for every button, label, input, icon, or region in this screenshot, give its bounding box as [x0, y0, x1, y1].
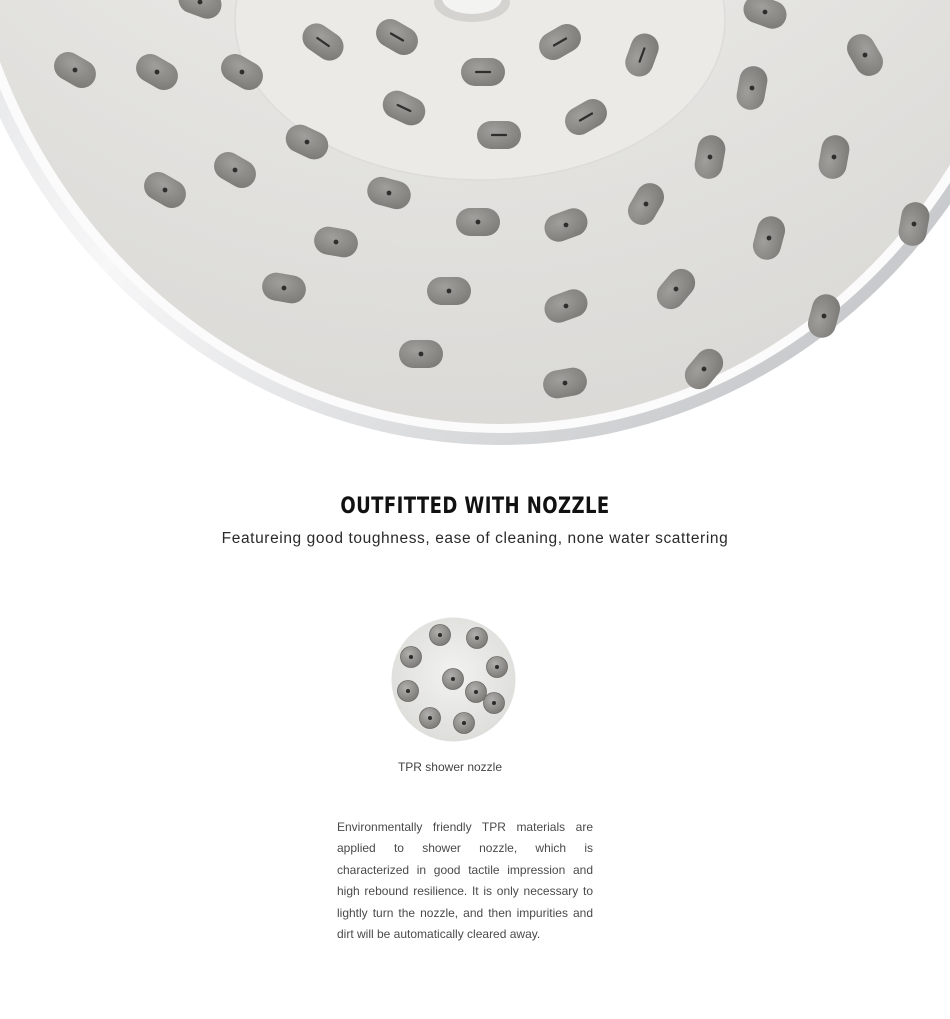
- faceplate-nozzle: [427, 277, 471, 305]
- faceplate-nozzle: [399, 340, 443, 368]
- small-nozzle-hole: [492, 701, 496, 705]
- faceplate-nozzle: [461, 58, 505, 86]
- small-nozzle-hole: [451, 677, 455, 681]
- faceplate-nozzle: [456, 208, 500, 236]
- shower-head-image: [0, 0, 950, 460]
- small-nozzle-hole: [428, 716, 432, 720]
- small-nozzle-hole: [409, 655, 413, 659]
- feature-subtitle: Featureing good toughness, ease of cleaning, none water scattering: [221, 530, 729, 547]
- small-nozzle-hole: [495, 665, 499, 669]
- small-nozzle-hole: [475, 636, 479, 640]
- small-nozzle-hole: [406, 689, 410, 693]
- feature-title: OUTFITTED WITH NOZZLE: [340, 494, 610, 519]
- faceplate-nozzle: [477, 121, 521, 149]
- small-nozzle-hole: [474, 690, 478, 694]
- nozzle-caption: TPR shower nozzle: [397, 760, 503, 774]
- nozzle-description: Environmentally friendly TPR materials are applied to shower nozzle, which is characterized in good tactile impression and high rebound resilience. It is only necessary to lightly turn the nozzle, and then impurities and dirt will be automatically cleared away.: [337, 820, 593, 942]
- small-nozzle-hole: [462, 721, 466, 725]
- tpr-nozzle-image: [391, 617, 516, 742]
- small-nozzle-hole: [438, 633, 442, 637]
